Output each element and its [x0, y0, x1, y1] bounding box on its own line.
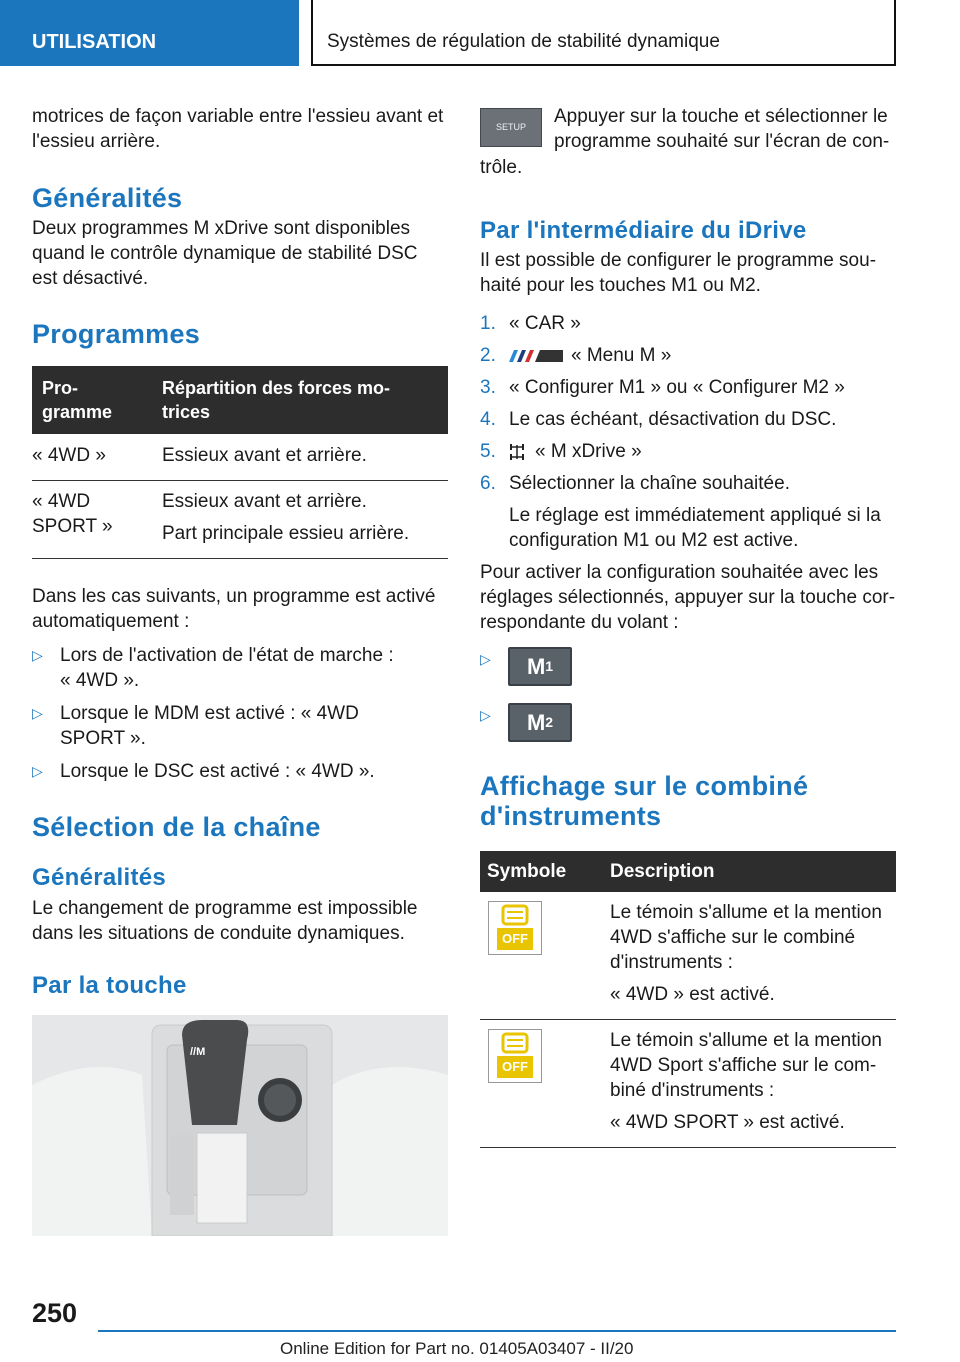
prog-cell: « 4WD SPORT »: [32, 481, 156, 559]
step-text: Le cas échéant, désactivation du DSC.: [509, 409, 837, 430]
step-text: « Menu M »: [571, 345, 672, 366]
table-row: [480, 892, 896, 1020]
right-column: [480, 104, 896, 1148]
list-item: [480, 407, 896, 432]
footer-edition: Online Edition for Part no. 01405A03407 - II/20: [280, 1339, 634, 1358]
prog-table-header-repartition: Répartition des forces mo- trices: [156, 366, 448, 434]
sym-table-header-description: Description: [604, 851, 896, 892]
step-text: Sélectionner la chaîne souhaitée.: [509, 473, 790, 494]
header-chapter: [311, 0, 896, 66]
sym-table-header-symbole: Symbole: [480, 851, 604, 892]
step-text-wrap: [509, 343, 896, 368]
heading-generalites: Généralités: [32, 183, 183, 213]
activate-text: Pour activer la configuration souhaitée avec les réglages sélectionnés, appuyer sur la touche cor-respondante du volant :: [480, 562, 896, 633]
step-number: 3.: [480, 377, 496, 398]
desc-line: Part principale essieu arrière.: [162, 523, 410, 544]
list-item: [32, 759, 448, 784]
desc-line: Le témoin s'allume et la mention 4WD Sport s'affiche sur le com-biné d'instruments :: [610, 1030, 882, 1101]
list-item: [480, 703, 896, 742]
setup-text: Appuyer sur la touche et sélectionner le programme souhaité sur l'écran de con-: [554, 106, 890, 152]
desc-cell: [604, 1020, 896, 1148]
header-chapter-label: Systèmes de régulation de stabilité dynamique: [327, 31, 720, 52]
prog-cell: « 4WD »: [32, 434, 156, 481]
intro-text: motrices de façon variable entre l'essieu avant et l'essieu arrière.: [32, 106, 444, 152]
step-number: 4.: [480, 409, 496, 430]
4wd-off-warning-icon: [488, 901, 542, 955]
center-console-image: [32, 1015, 448, 1236]
heading-idrive: Par l'intermédiaire du iDrive: [480, 217, 807, 244]
list-item-text: Lorsque le MDM est activé : « 4WD SPORT ».: [60, 703, 359, 749]
xdrive-axle-icon: [509, 443, 525, 461]
left-column: [32, 104, 448, 1236]
list-item-text: Lors de l'activation de l'état de marche : « 4WD ».: [60, 645, 394, 691]
symbol-table: [480, 851, 896, 1148]
step-number: 6.: [480, 473, 496, 494]
heading-affichage: Affichage sur le combiné d'instruments: [480, 771, 809, 831]
header-section: [0, 0, 299, 66]
steps-list: [480, 311, 896, 553]
list-item: [480, 471, 896, 496]
desc-cell: [604, 892, 896, 1020]
triangle-bullet-icon: ▷: [32, 705, 43, 721]
list-item: [480, 647, 896, 686]
setup-block: [480, 104, 896, 184]
m2-sup: 2: [545, 714, 554, 730]
table-row: [480, 1020, 896, 1148]
setup-button-label: SETUP: [495, 122, 526, 132]
heading-par-touche: Par la touche: [32, 972, 187, 999]
generalites2-text: Le changement de programme est impossible dans les situations de conduite dynamiques.: [32, 898, 418, 944]
step-number: 2.: [480, 345, 496, 366]
desc-cell: [156, 481, 448, 559]
prog-table-header-programme: Pro- gramme: [32, 366, 156, 434]
list-item: [480, 375, 896, 400]
desc-line: Essieux avant et arrière.: [162, 491, 367, 512]
symbol-cell: [480, 892, 604, 1020]
list-item-text: Lorsque le DSC est activé : « 4WD ».: [60, 761, 375, 782]
list-item: [480, 439, 896, 464]
triangle-bullet-icon: ▷: [480, 707, 491, 723]
list-item: [32, 701, 448, 751]
step6-note: Le réglage est immédiatement appliqué si la configuration M1 ou M2 est active.: [509, 505, 881, 551]
m2-label: M: [526, 710, 546, 735]
step-number: 5.: [480, 441, 496, 462]
off-label: OFF: [502, 931, 528, 946]
m1-button-icon: [508, 647, 572, 686]
desc-line: « 4WD » est activé.: [610, 984, 775, 1005]
page-number: 250: [32, 1298, 78, 1328]
desc-line: « 4WD SPORT » est activé.: [610, 1112, 845, 1133]
triangle-bullet-icon: ▷: [32, 763, 43, 779]
heading-selection: Sélection de la chaîne: [32, 812, 321, 842]
list-item: [32, 643, 448, 693]
generalites-text: Deux programmes M xDrive sont disponibles quand le contrôle dynamique de stabilité DSC est désactivé.: [32, 218, 418, 289]
svg-text://M: //M: [190, 1046, 206, 1058]
table-row: [32, 434, 448, 481]
m-logo-icon: [509, 349, 563, 363]
triangle-bullet-icon: ▷: [32, 647, 43, 663]
m1-sup: 1: [545, 658, 554, 674]
programmes-table: [32, 366, 448, 559]
heading-programmes: Programmes: [32, 319, 201, 349]
setup-button-icon: [480, 108, 542, 147]
step-text: « M xDrive »: [535, 441, 642, 462]
table-row: [32, 481, 448, 559]
setup-text-cont: trôle.: [480, 157, 523, 178]
desc-cell: Essieux avant et arrière.: [156, 434, 448, 481]
step-number: 1.: [480, 313, 496, 334]
heading-generalites-2: Généralités: [32, 864, 167, 891]
symbol-cell: [480, 1020, 604, 1148]
step-text: « CAR »: [509, 313, 581, 334]
m1-label: M: [526, 654, 546, 679]
auto-list: [32, 643, 448, 784]
triangle-bullet-icon: ▷: [480, 651, 491, 667]
off-label: OFF: [502, 1059, 528, 1074]
step-text-wrap: [509, 439, 896, 464]
list-item: [480, 311, 896, 336]
header-section-label: UTILISATION: [32, 31, 157, 53]
idrive-text: Il est possible de configurer le programme sou-haité pour les touches M1 ou M2.: [480, 250, 877, 296]
step-text: « Configurer M1 » ou « Configurer M2 »: [509, 377, 845, 398]
list-item: [480, 343, 896, 368]
auto-text: Dans les cas suivants, un programme est activé automatiquement :: [32, 586, 436, 632]
footer-divider: [98, 1330, 896, 1332]
center-console-illustration: [32, 1015, 448, 1236]
4wd-sport-off-warning-icon: [488, 1029, 542, 1083]
desc-line: Le témoin s'allume et la mention 4WD s'affiche sur le combiné d'instruments :: [610, 902, 882, 973]
m2-button-icon: [508, 703, 572, 742]
